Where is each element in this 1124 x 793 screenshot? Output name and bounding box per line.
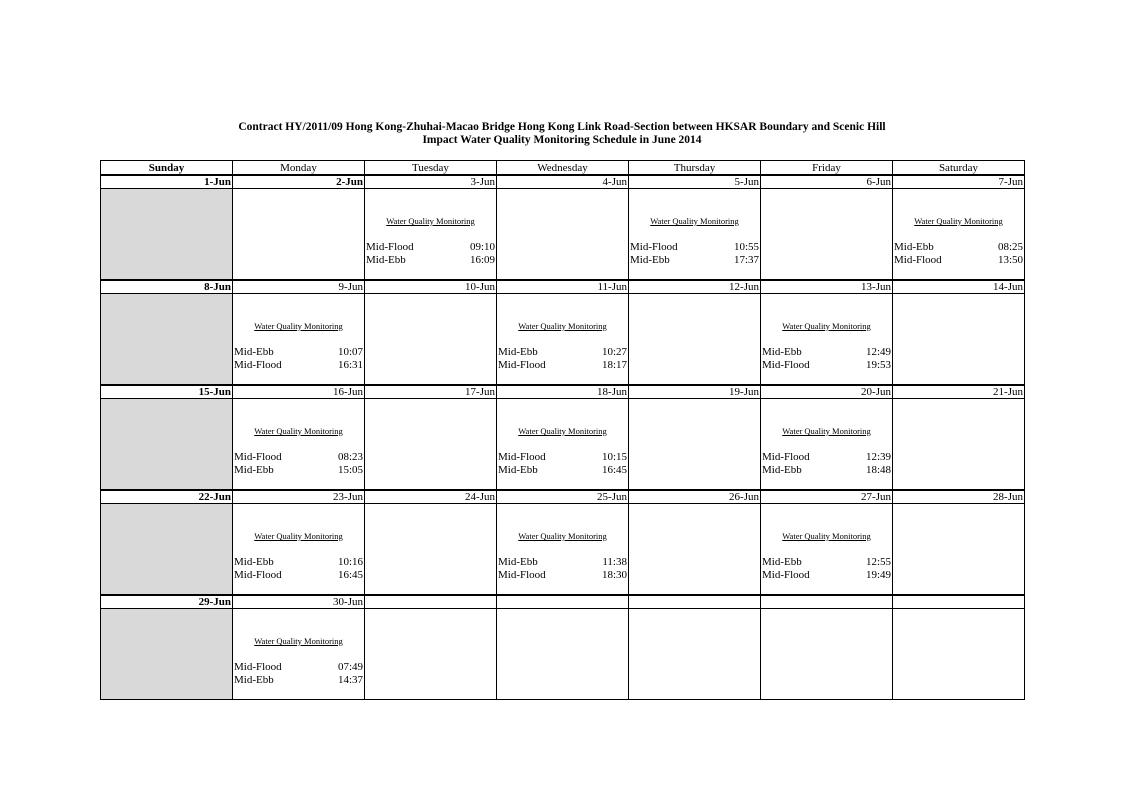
tide-entry — [498, 464, 627, 477]
tide-phase: Mid-Ebb — [234, 346, 274, 358]
day-cell — [629, 609, 761, 700]
tide-time: 08:25 — [997, 241, 1023, 253]
day-cell — [893, 504, 1025, 596]
monitoring-heading: Water Quality Monitoring — [386, 216, 475, 226]
tide-time: 07:49 — [337, 661, 363, 673]
day-cell — [497, 504, 629, 596]
date-label: 4-Jun — [497, 175, 629, 189]
date-label: 15-Jun — [101, 385, 233, 399]
week-row — [101, 609, 1025, 700]
tide-phase: Mid-Ebb — [762, 556, 802, 568]
tide-entry — [234, 661, 363, 674]
date-label: 1-Jun — [101, 175, 233, 189]
tide-phase: Mid-Ebb — [498, 346, 538, 358]
day-cell — [101, 399, 233, 491]
monitoring-heading: Water Quality Monitoring — [254, 636, 343, 646]
tide-time: 10:27 — [601, 346, 627, 358]
weekday-header-saturday: Saturday — [893, 161, 1025, 176]
date-row — [101, 385, 1025, 399]
date-label: 3-Jun — [365, 175, 497, 189]
tide-entry — [234, 359, 363, 372]
tide-phase: Mid-Ebb — [762, 464, 802, 476]
tide-time: 12:49 — [865, 346, 891, 358]
tide-time: 19:49 — [865, 569, 891, 581]
day-cell — [629, 189, 761, 281]
tide-phase: Mid-Ebb — [234, 464, 274, 476]
tide-entry — [762, 451, 891, 464]
tide-time: 08:23 — [337, 451, 363, 463]
monitoring-heading: Water Quality Monitoring — [650, 216, 739, 226]
tide-time: 10:16 — [337, 556, 363, 568]
week-row — [101, 399, 1025, 491]
tide-phase: Mid-Flood — [366, 241, 414, 253]
date-label: 5-Jun — [629, 175, 761, 189]
day-cell — [893, 294, 1025, 386]
document-title: Contract HY/2011/09 Hong Kong-Zhuhai-Macao Bridge Hong Kong Link Road-Section between HKSAR Boundary and Scenic Hill — [238, 121, 886, 133]
date-label: 21-Jun — [893, 385, 1025, 399]
tide-entry — [234, 451, 363, 464]
day-cell — [365, 399, 497, 491]
day-cell — [233, 399, 365, 491]
day-cell — [101, 189, 233, 281]
tide-entry — [234, 464, 363, 477]
day-cell — [365, 189, 497, 281]
tide-time: 19:53 — [865, 359, 891, 371]
date-label: 22-Jun — [101, 490, 233, 504]
tide-phase: Mid-Ebb — [630, 254, 670, 266]
tide-time: 16:45 — [337, 569, 363, 581]
date-label: 17-Jun — [365, 385, 497, 399]
monitoring-heading: Water Quality Monitoring — [782, 531, 871, 541]
day-cell — [761, 399, 893, 491]
date-label: 8-Jun — [101, 280, 233, 294]
date-label: 19-Jun — [629, 385, 761, 399]
day-cell — [629, 504, 761, 596]
tide-time: 18:48 — [865, 464, 891, 476]
weekday-header-tuesday: Tuesday — [365, 161, 497, 176]
date-label — [893, 595, 1025, 609]
tide-phase: Mid-Flood — [234, 359, 282, 371]
day-cell — [233, 609, 365, 700]
day-cell — [893, 399, 1025, 491]
date-label: 16-Jun — [233, 385, 365, 399]
tide-entry — [762, 464, 891, 477]
date-label: 7-Jun — [893, 175, 1025, 189]
date-label — [629, 595, 761, 609]
tide-entry — [234, 569, 363, 582]
tide-entry — [762, 556, 891, 569]
tide-time: 18:17 — [601, 359, 627, 371]
tide-phase: Mid-Flood — [894, 254, 942, 266]
tide-time: 11:38 — [602, 556, 627, 568]
tide-time: 12:39 — [865, 451, 891, 463]
date-label: 30-Jun — [233, 595, 365, 609]
tide-phase: Mid-Flood — [234, 661, 282, 673]
tide-time: 16:45 — [601, 464, 627, 476]
tide-entry — [366, 241, 495, 254]
date-label — [365, 595, 497, 609]
tide-entry — [762, 346, 891, 359]
tide-time: 12:55 — [865, 556, 891, 568]
monitoring-heading: Water Quality Monitoring — [254, 531, 343, 541]
weekday-header-friday: Friday — [761, 161, 893, 176]
day-cell — [629, 399, 761, 491]
date-row — [101, 175, 1025, 189]
date-label: 27-Jun — [761, 490, 893, 504]
day-cell — [497, 189, 629, 281]
monitoring-heading: Water Quality Monitoring — [782, 321, 871, 331]
tide-phase: Mid-Flood — [630, 241, 678, 253]
day-cell — [761, 504, 893, 596]
monitoring-calendar — [100, 160, 1025, 700]
day-cell — [497, 609, 629, 700]
day-cell — [101, 294, 233, 386]
tide-phase: Mid-Ebb — [234, 674, 274, 686]
date-label: 13-Jun — [761, 280, 893, 294]
tide-phase: Mid-Ebb — [498, 556, 538, 568]
date-label: 26-Jun — [629, 490, 761, 504]
tide-phase: Mid-Flood — [234, 451, 282, 463]
tide-time: 17:37 — [733, 254, 759, 266]
tide-entry — [894, 241, 1023, 254]
weekday-header-sunday: Sunday — [101, 161, 233, 176]
monitoring-heading: Water Quality Monitoring — [254, 426, 343, 436]
day-cell — [629, 294, 761, 386]
tide-entry — [630, 241, 759, 254]
tide-time: 16:09 — [469, 254, 495, 266]
monitoring-heading: Water Quality Monitoring — [254, 321, 343, 331]
date-label: 12-Jun — [629, 280, 761, 294]
date-row — [101, 280, 1025, 294]
date-row — [101, 595, 1025, 609]
tide-phase: Mid-Ebb — [498, 464, 538, 476]
tide-time: 10:07 — [337, 346, 363, 358]
day-cell — [365, 504, 497, 596]
day-cell — [101, 609, 233, 700]
weekday-header-monday: Monday — [233, 161, 365, 176]
date-label: 6-Jun — [761, 175, 893, 189]
day-cell — [893, 189, 1025, 281]
day-cell — [761, 294, 893, 386]
tide-phase: Mid-Flood — [762, 359, 810, 371]
date-label: 14-Jun — [893, 280, 1025, 294]
tide-time: 16:31 — [337, 359, 363, 371]
date-label: 20-Jun — [761, 385, 893, 399]
tide-entry — [894, 254, 1023, 267]
tide-entry — [762, 569, 891, 582]
day-cell — [497, 399, 629, 491]
tide-entry — [498, 451, 627, 464]
date-label — [497, 595, 629, 609]
weekday-header-thursday: Thursday — [629, 161, 761, 176]
day-cell — [761, 609, 893, 700]
tide-phase: Mid-Flood — [762, 569, 810, 581]
tide-phase: Mid-Ebb — [762, 346, 802, 358]
day-cell — [365, 294, 497, 386]
tide-time: 10:15 — [601, 451, 627, 463]
day-cell — [233, 189, 365, 281]
week-row — [101, 189, 1025, 281]
weekday-header-wednesday: Wednesday — [497, 161, 629, 176]
monitoring-heading: Water Quality Monitoring — [914, 216, 1003, 226]
tide-time: 09:10 — [469, 241, 495, 253]
date-label: 23-Jun — [233, 490, 365, 504]
date-label: 11-Jun — [497, 280, 629, 294]
tide-entry — [762, 359, 891, 372]
date-label: 10-Jun — [365, 280, 497, 294]
tide-time: 10:55 — [733, 241, 759, 253]
tide-phase: Mid-Flood — [498, 359, 546, 371]
date-label: 28-Jun — [893, 490, 1025, 504]
tide-entry — [234, 556, 363, 569]
monitoring-heading: Water Quality Monitoring — [518, 531, 607, 541]
tide-time: 15:05 — [337, 464, 363, 476]
tide-entry — [366, 254, 495, 267]
tide-entry — [498, 359, 627, 372]
monitoring-heading: Water Quality Monitoring — [782, 426, 871, 436]
tide-phase: Mid-Flood — [234, 569, 282, 581]
tide-phase: Mid-Ebb — [894, 241, 934, 253]
tide-phase: Mid-Ebb — [366, 254, 406, 266]
week-row — [101, 504, 1025, 596]
monitoring-heading: Water Quality Monitoring — [518, 321, 607, 331]
day-cell — [365, 609, 497, 700]
date-label: 18-Jun — [497, 385, 629, 399]
tide-entry — [234, 346, 363, 359]
tide-entry — [498, 569, 627, 582]
date-label: 2-Jun — [233, 175, 365, 189]
tide-time: 13:50 — [997, 254, 1023, 266]
day-cell — [893, 609, 1025, 700]
tide-phase: Mid-Flood — [762, 451, 810, 463]
tide-entry — [498, 346, 627, 359]
tide-time: 18:30 — [601, 569, 627, 581]
tide-phase: Mid-Flood — [498, 569, 546, 581]
day-cell — [233, 504, 365, 596]
tide-phase: Mid-Flood — [498, 451, 546, 463]
date-label: 24-Jun — [365, 490, 497, 504]
day-cell — [761, 189, 893, 281]
weekday-header-row — [101, 161, 1025, 176]
monitoring-heading: Water Quality Monitoring — [518, 426, 607, 436]
day-cell — [497, 294, 629, 386]
document-subtitle: Impact Water Quality Monitoring Schedule in June 2014 — [422, 134, 702, 146]
date-label: 9-Jun — [233, 280, 365, 294]
day-cell — [233, 294, 365, 386]
tide-entry — [498, 556, 627, 569]
date-row — [101, 490, 1025, 504]
day-cell — [101, 504, 233, 596]
date-label: 25-Jun — [497, 490, 629, 504]
week-row — [101, 294, 1025, 386]
date-label: 29-Jun — [101, 595, 233, 609]
tide-time: 14:37 — [337, 674, 363, 686]
date-label — [761, 595, 893, 609]
tide-entry — [234, 674, 363, 687]
tide-phase: Mid-Ebb — [234, 556, 274, 568]
tide-entry — [630, 254, 759, 267]
